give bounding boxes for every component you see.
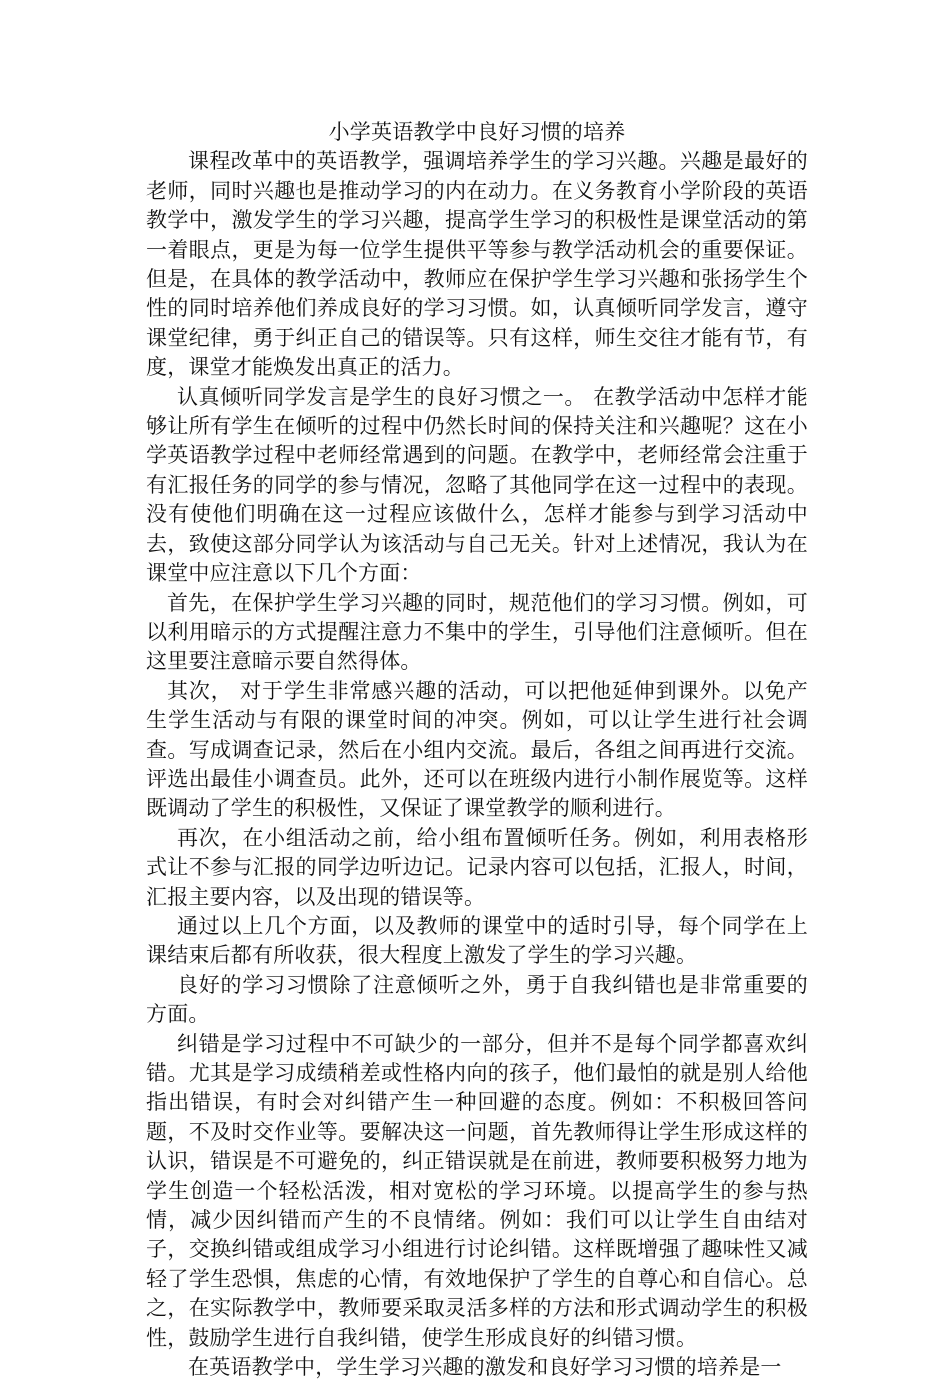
paragraph-second-point: 其次， 对于学生非常感兴趣的活动，可以把他延伸到课外。以免产生学生活动与有限的课堂时间的冲突。例如，可以让学生进行社会调查。写成调查记录，然后在小组内交流。最后，各组之间再进行交流。评选出最佳小调查员。此外，还可以在班级内进行小制作展览等。这样既调动了学生的积极性，又保证了课堂教学的顺利进行。: [146, 678, 808, 821]
paragraph-first-point: 首先，在保护学生学习兴趣的同时，规范他们的学习习惯。例如，可以利用暗示的方式提醒注意力不集中的学生，引导他们注意倾听。但在这里要注意暗示要自然得体。: [146, 590, 808, 674]
paragraph-self-correction: 良好的学习习惯除了注意倾听之外，勇于自我纠错也是非常重要的方面。: [146, 972, 808, 1027]
paragraph-conclusion-start: 在英语教学中，学生学习兴趣的激发和良好学习习惯的培养是一: [188, 1355, 782, 1380]
document-title: 小学英语教学中良好习惯的培养: [328, 120, 626, 144]
paragraph-intro: 课程改革中的英语教学，强调培养学生的学习兴趣。兴趣是最好的老师，同时兴趣也是推动学习的内在动力。在义务教育小学阶段的英语教学中，激发学生的学习兴趣，提高学生学习的积极性是课堂活动的第一着眼点，更是为每一位学生提供平等参与教学活动机会的重要保证。但是，在具体的教学活动中，教师应在保护学生学习兴趣和张扬学生个性的同时培养他们养成良好的学习习惯。如，认真倾听同学发言，遵守课堂纪律，勇于纠正自己的错误等。只有这样，师生交往才能有节，有度，课堂才能焕发出真正的活力。: [146, 149, 808, 380]
document-body: [146, 118, 808, 1382]
paragraph-summary-points: 通过以上几个方面，以及教师的课堂中的适时引导，每个同学在上课结束后都有所收获，很大程度上激发了学生的学习兴趣。: [146, 913, 808, 968]
paragraph-third-point: 再次，在小组活动之前，给小组布置倾听任务。例如，利用表格形式让不参与汇报的同学边听边记。记录内容可以包括，汇报人，时间，汇报主要内容，以及出现的错误等。: [146, 825, 808, 909]
paragraph-listening-habit: 认真倾听同学发言是学生的良好习惯之一。 在教学活动中怎样才能够让所有学生在倾听的过程中仍然长时间的保持关注和兴趣呢？这在小学英语教学过程中老师经常遇到的问题。在教学中，老师经常会注重于有汇报任务的同学的参与情况，忽略了其他同学在这一过程中的表现。没有使他们明确在这一过程应该做什么，怎样才能参与到学习活动中去，致使这部分同学认为该活动与自己无关。针对上述情况，我认为在课堂中应注意以下几个方面：: [146, 384, 808, 586]
paragraph-error-correction: 纠错是学习过程中不可缺少的一部分，但并不是每个同学都喜欢纠错。尤其是学习成绩稍差或性格内向的孩子，他们最怕的就是别人给他指出错误，有时会对纠错产生一种回避的态度。例如：不积极回答问题，不及时交作业等。要解决这一问题，首先教师得让学生形成这样的认识，错误是不可避免的，纠正错误就是在前进，教师要积极努力地为学生创造一个轻松活泼，相对宽松的学习环境。以提高学生的参与热情，减少因纠错而产生的不良情绪。例如：我们可以让学生自由结对子，交换纠错或组成学习小组进行讨论纠错。这样既增强了趣味性又减轻了学生恐惧，焦虑的心情，有效地保护了学生的自尊心和自信心。总之，在实际教学中，教师要采取灵活多样的方法和形式调动学生的积极性，鼓励学生进行自我纠错，使学生形成良好的纠错习惯。: [146, 1031, 808, 1350]
